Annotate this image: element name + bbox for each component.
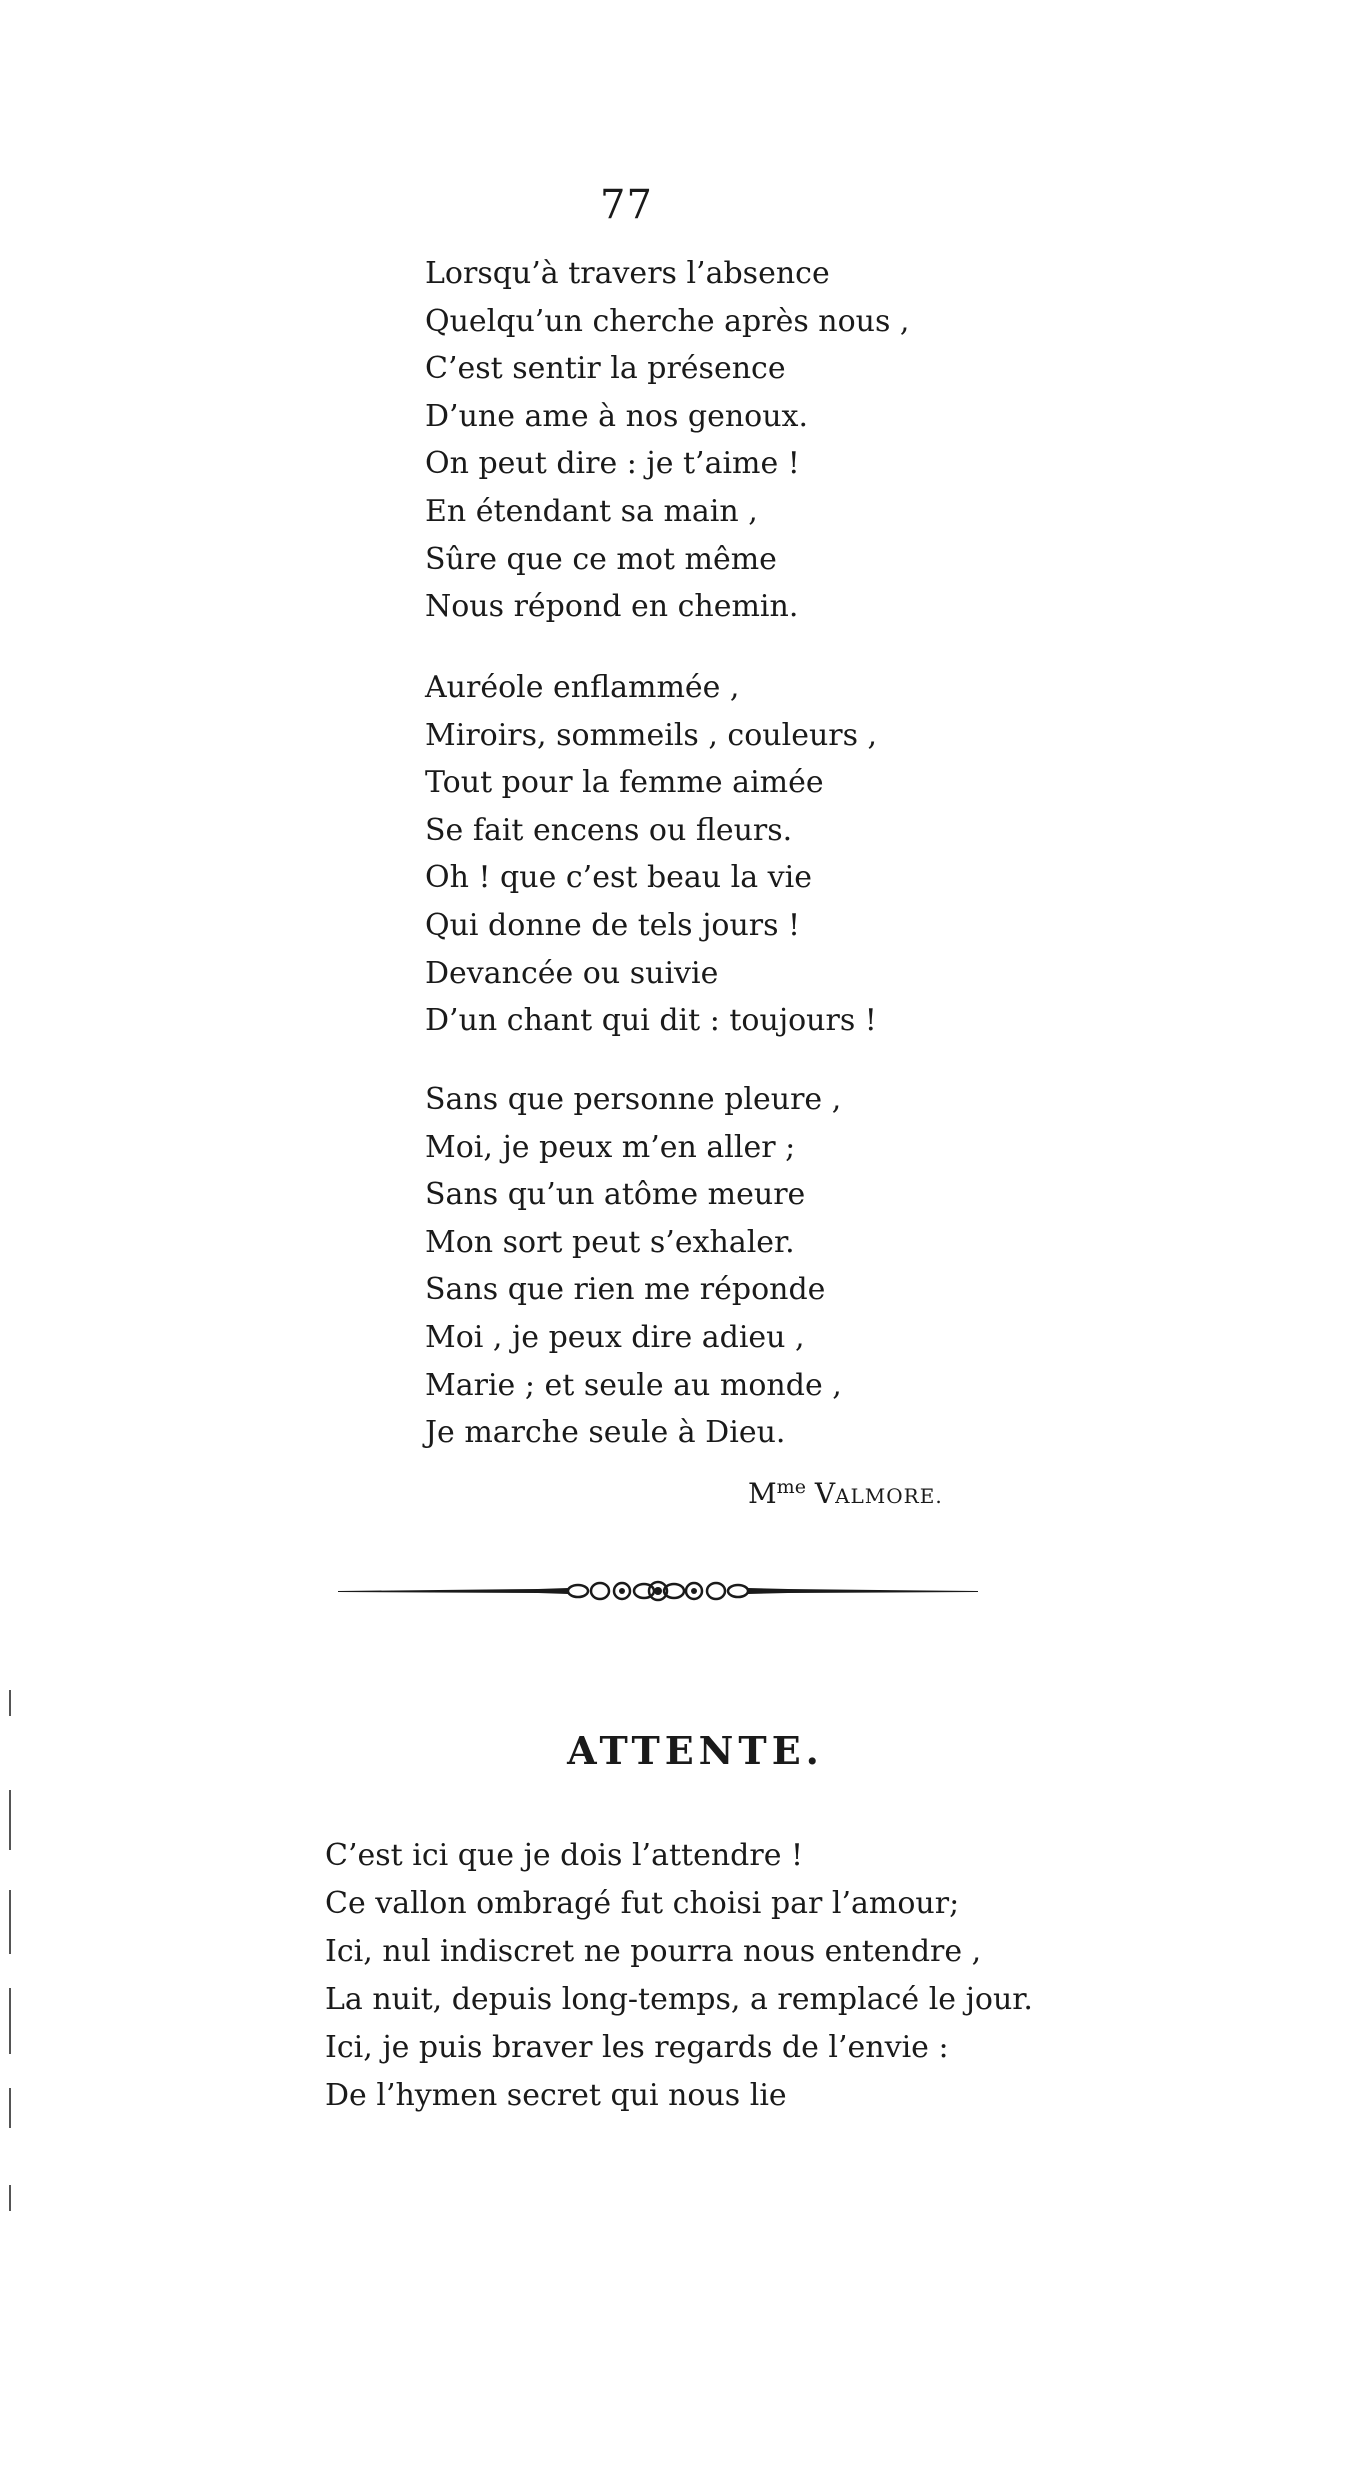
verse-line: En étendant sa main , [425, 493, 758, 529]
verse-line: Oh ! que c’est beau la vie [425, 860, 812, 896]
verse-line: Ici, je puis braver les regards de l’envie : [325, 2030, 949, 2065]
page-number: 77 [600, 182, 653, 228]
ornamental-divider [338, 1576, 978, 1604]
verse-line: Se fait encens ou fleurs. [425, 812, 793, 848]
signature-sup: me [776, 1476, 806, 1498]
verse-line: Je marche seule à Dieu. [425, 1415, 786, 1451]
margin-mark [9, 1890, 11, 1954]
verse-line: Miroirs, sommeils , couleurs , [425, 717, 878, 753]
poem-title: ATTENTE. [567, 1728, 824, 1773]
margin-mark [9, 2185, 11, 2211]
signature-name: ALMORE. [835, 1484, 943, 1508]
verse-line: Moi , je peux dire adieu , [425, 1319, 805, 1355]
verse-line: Lorsqu’à travers l’absence [425, 256, 830, 291]
verse-line: Moi, je peux m’en aller ; [425, 1129, 796, 1165]
verse-line: Sans que personne pleure , [425, 1082, 842, 1117]
verse-line: Nous répond en chemin. [425, 589, 799, 625]
verse-line: Marie ; et seule au monde , [425, 1367, 842, 1403]
verse-line: On peut dire : je t’aime ! [425, 446, 800, 482]
verse-line: Ce vallon ombragé fut choisi par l’amour; [325, 1886, 960, 1921]
verse-line: D’une ame à nos genoux. [425, 398, 808, 434]
margin-mark [9, 1988, 11, 2054]
verse-line: La nuit, depuis long-temps, a remplacé le jour. [325, 1982, 1033, 2017]
stanza-1 [425, 250, 909, 631]
verse-line: D’un chant qui dit : toujours ! [425, 1003, 877, 1039]
verse-line: Devancée ou suivie [425, 955, 719, 991]
verse-line: Tout pour la femme aimée [425, 765, 824, 801]
signature-initial: V [814, 1477, 836, 1510]
margin-mark [9, 1690, 11, 1716]
signature-prefix: M [748, 1477, 777, 1510]
stanza-2 [425, 664, 877, 1045]
stanza-3 [425, 1076, 842, 1457]
verse-line: Sans qu’un atôme meure [425, 1177, 806, 1213]
verse-line: Sûre que ce mot même [425, 541, 777, 577]
verse-line: De l’hymen secret qui nous lie [325, 2078, 787, 2113]
margin-mark [9, 1790, 11, 1850]
verse-line: C’est ici que je dois l’attendre ! [325, 1838, 804, 1873]
verse-line: Sans que rien me réponde [425, 1272, 826, 1308]
verse-line: Auréole enflammée , [425, 670, 740, 705]
verse-line: Mon sort peut s’exhaler. [425, 1224, 795, 1260]
author-signature [748, 1476, 943, 1510]
poem-attente [325, 1832, 1033, 2120]
verse-line: Quelqu’un cherche après nous , [425, 303, 910, 339]
margin-mark [9, 2088, 11, 2128]
verse-line: C’est sentir la présence [425, 351, 786, 387]
verse-line: Ici, nul indiscret ne pourra nous entendre , [325, 1934, 982, 1969]
verse-line: Qui donne de tels jours ! [425, 907, 801, 943]
